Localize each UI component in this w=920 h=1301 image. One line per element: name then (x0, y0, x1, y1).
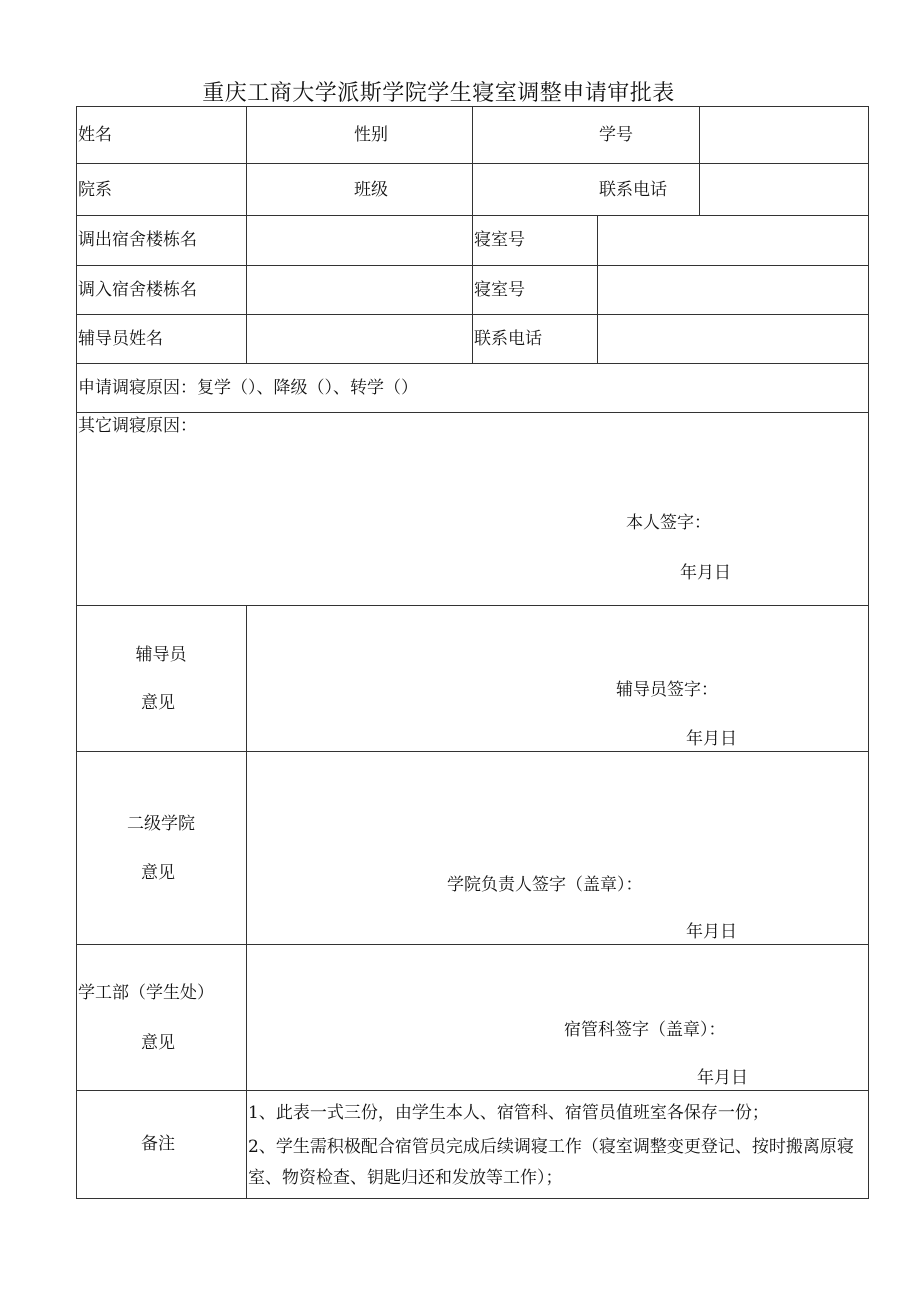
counselor-date: 年月日 (686, 729, 737, 749)
college-signature-label: 学院负责人签字（盖章）： (447, 875, 643, 895)
table-border-right (868, 106, 869, 1199)
col-divider (246, 215, 247, 363)
col-divider (472, 106, 473, 215)
col-divider (246, 605, 247, 1199)
phone-label: 联系电话 (599, 180, 667, 200)
row-divider (76, 363, 869, 364)
counselor-opinion-label-2: 意见 (141, 693, 175, 713)
reason-checklist: 申请调寝原因：复学（）、降级（）、转学（） (78, 378, 418, 398)
student-affairs-opinion-label-1: 学工部（学生处） (78, 983, 214, 1003)
in-room-label: 寝室号 (474, 280, 525, 300)
college-opinion-label-1: 二级学院 (127, 814, 195, 834)
counselor-opinion-label-1: 辅导员 (135, 645, 187, 665)
applicant-signature-label: 本人签字： (626, 513, 711, 533)
form-title: 重庆工商大学派斯学院学生寝室调整申请审批表 (202, 81, 675, 106)
college-date: 年月日 (686, 922, 737, 942)
applicant-date: 年月日 (680, 563, 731, 583)
remark-note-1: 1、此表一式三份，由学生本人、宿管科、宿管员值班室各保存一份； (248, 1103, 769, 1123)
out-building-label: 调出宿舍楼栋名 (78, 230, 197, 250)
table-border-bottom (76, 1198, 869, 1199)
row-divider (76, 944, 869, 945)
other-reason-label: 其它调寝原因： (78, 416, 197, 436)
application-form (76, 106, 869, 1199)
college-opinion-label-2: 意见 (141, 863, 175, 883)
dorm-office-signature-label: 宿管科签字（盖章）： (564, 1020, 726, 1040)
col-divider (472, 215, 473, 363)
col-divider (246, 106, 247, 215)
student-affairs-date: 年月日 (697, 1068, 748, 1088)
name-label: 姓名 (78, 125, 112, 145)
col-divider (699, 106, 700, 215)
counselor-phone-label: 联系电话 (474, 329, 542, 349)
row-divider (76, 751, 869, 752)
out-room-label: 寝室号 (474, 230, 525, 250)
remarks-label: 备注 (141, 1134, 175, 1154)
department-label: 院系 (78, 180, 112, 200)
gender-label: 性别 (354, 125, 388, 145)
student-id-label: 学号 (599, 125, 633, 145)
counselor-name-label: 辅导员姓名 (78, 329, 163, 349)
student-affairs-opinion-label-2: 意见 (141, 1033, 175, 1053)
row-divider (76, 1090, 869, 1091)
col-divider (597, 215, 598, 363)
row-divider (76, 605, 869, 606)
class-label: 班级 (354, 180, 388, 200)
row-divider (76, 412, 869, 413)
counselor-signature-label: 辅导员签字： (616, 680, 718, 700)
in-building-label: 调入宿舍楼栋名 (78, 280, 197, 300)
remark-note-2: 2、学生需积极配合宿管员完成后续调寝工作（寝室调整变更登记、按时搬离原寝室、物资检查、钥匙归还和发放等工作）； (248, 1137, 854, 1188)
